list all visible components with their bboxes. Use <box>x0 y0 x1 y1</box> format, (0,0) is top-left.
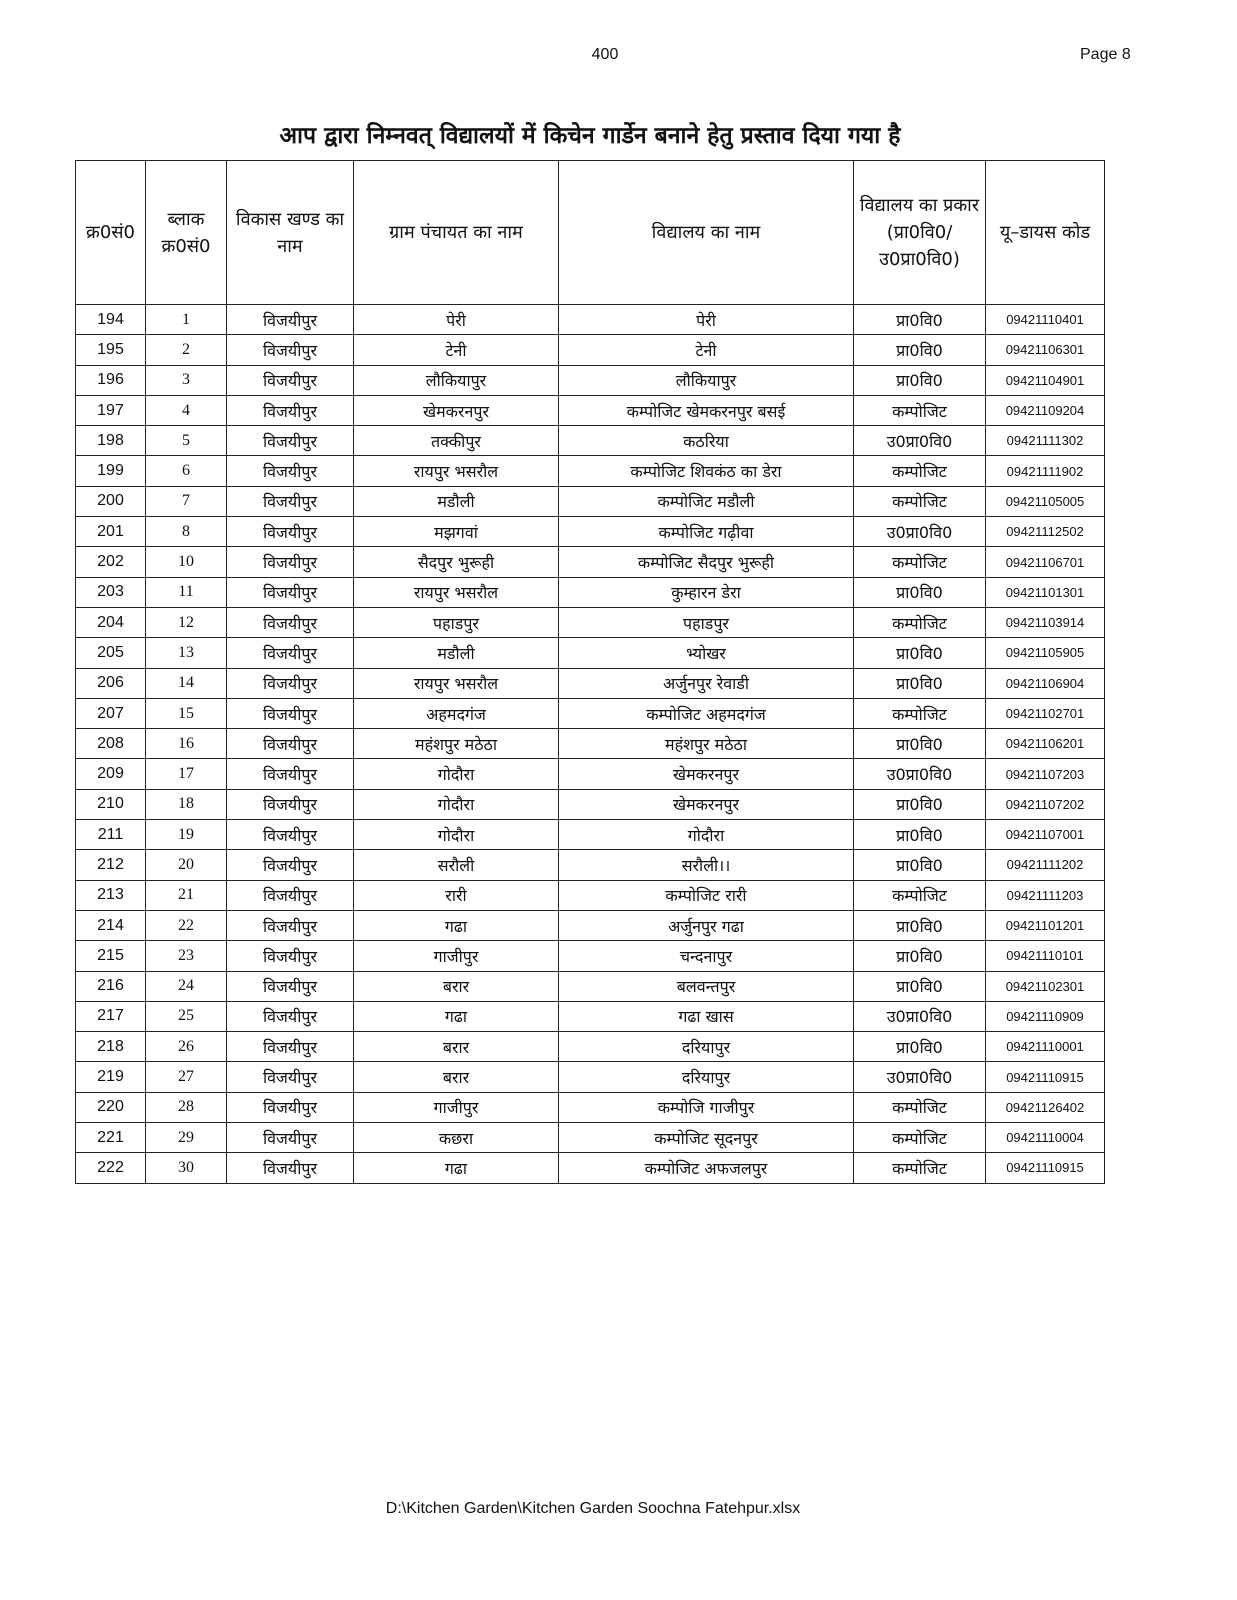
table-row <box>76 820 1105 850</box>
school-name-cell: महंशपुर मठेठा <box>559 729 854 759</box>
udise-code-cell: 09421106201 <box>986 729 1105 759</box>
block-serial-number-cell: 10 <box>146 547 227 577</box>
header-school-name: विद्यालय का नाम <box>559 161 854 305</box>
development-block-cell: विजयीपुर <box>227 607 354 637</box>
gram-panchayat-cell: पेरी <box>354 305 559 335</box>
school-name-cell: कम्पोजिट शिवकंठ का डेरा <box>559 456 854 486</box>
block-serial-number-cell: 11 <box>146 577 227 607</box>
table-row <box>76 607 1105 637</box>
school-name-cell: गोदौरा <box>559 820 854 850</box>
block-serial-number-cell: 25 <box>146 1001 227 1031</box>
table-row <box>76 395 1105 425</box>
udise-code-cell: 09421103914 <box>986 607 1105 637</box>
school-name-cell: कम्पोजिट गढ़ीवा <box>559 517 854 547</box>
serial-number-cell: 216 <box>76 971 146 1001</box>
header-development-block: विकास खण्ड का नाम <box>227 161 354 305</box>
gram-panchayat-cell: गोदौरा <box>354 759 559 789</box>
block-serial-number-cell: 22 <box>146 910 227 940</box>
block-serial-number-cell: 14 <box>146 668 227 698</box>
serial-number-cell: 198 <box>76 426 146 456</box>
udise-code-cell: 09421126402 <box>986 1092 1105 1122</box>
development-block-cell: विजयीपुर <box>227 820 354 850</box>
gram-panchayat-cell: खेमकरनपुर <box>354 395 559 425</box>
development-block-cell: विजयीपुर <box>227 850 354 880</box>
gram-panchayat-cell: गढा <box>354 910 559 940</box>
gram-panchayat-cell: बरार <box>354 971 559 1001</box>
udise-code-cell: 09421102301 <box>986 971 1105 1001</box>
block-serial-number-cell: 12 <box>146 607 227 637</box>
development-block-cell: विजयीपुर <box>227 426 354 456</box>
school-name-cell: अर्जुनपुर रेवाडी <box>559 668 854 698</box>
school-type-cell: कम्पोजिट <box>854 607 986 637</box>
serial-number-cell: 197 <box>76 395 146 425</box>
development-block-cell: विजयीपुर <box>227 1001 354 1031</box>
school-type-cell: उ0प्रा0वि0 <box>854 426 986 456</box>
udise-code-cell: 09421101301 <box>986 577 1105 607</box>
school-name-cell: खेमकरनपुर <box>559 789 854 819</box>
table-row <box>76 941 1105 971</box>
school-name-cell: कम्पोजिट मडौली <box>559 486 854 516</box>
serial-number-cell: 212 <box>76 850 146 880</box>
gram-panchayat-cell: गोदौरा <box>354 820 559 850</box>
gram-panchayat-cell: कछरा <box>354 1123 559 1153</box>
school-type-cell: प्रा0वि0 <box>854 971 986 1001</box>
development-block-cell: विजयीपुर <box>227 1032 354 1062</box>
school-type-cell: कम्पोजिट <box>854 1092 986 1122</box>
table-row <box>76 1062 1105 1092</box>
school-name-cell: अर्जुनपुर गढा <box>559 910 854 940</box>
block-serial-number-cell: 23 <box>146 941 227 971</box>
block-serial-number-cell: 20 <box>146 850 227 880</box>
table-row <box>76 1123 1105 1153</box>
school-name-cell: सरौली।। <box>559 850 854 880</box>
development-block-cell: विजयीपुर <box>227 668 354 698</box>
udise-code-cell: 09421111202 <box>986 850 1105 880</box>
school-name-cell: कुम्हारन डेरा <box>559 577 854 607</box>
table-row <box>76 1032 1105 1062</box>
school-name-cell: पेरी <box>559 305 854 335</box>
school-type-cell: प्रा0वि0 <box>854 335 986 365</box>
gram-panchayat-cell: मडौली <box>354 486 559 516</box>
table-body <box>76 305 1105 1184</box>
udise-code-cell: 09421105905 <box>986 638 1105 668</box>
udise-code-cell: 09421109204 <box>986 395 1105 425</box>
block-serial-number-cell: 1 <box>146 305 227 335</box>
development-block-cell: विजयीपुर <box>227 698 354 728</box>
school-name-cell: दरियापुर <box>559 1062 854 1092</box>
development-block-cell: विजयीपुर <box>227 486 354 516</box>
udise-code-cell: 09421104901 <box>986 365 1105 395</box>
gram-panchayat-cell: सरौली <box>354 850 559 880</box>
gram-panchayat-cell: पहाडपुर <box>354 607 559 637</box>
school-type-cell: कम्पोजिट <box>854 486 986 516</box>
development-block-cell: विजयीपुर <box>227 365 354 395</box>
table-row <box>76 729 1105 759</box>
school-name-cell: बलवन्तपुर <box>559 971 854 1001</box>
gram-panchayat-cell: गाजीपुर <box>354 941 559 971</box>
serial-number-cell: 220 <box>76 1092 146 1122</box>
development-block-cell: विजयीपुर <box>227 547 354 577</box>
serial-number-cell: 215 <box>76 941 146 971</box>
gram-panchayat-cell: बरार <box>354 1032 559 1062</box>
development-block-cell: विजयीपुर <box>227 577 354 607</box>
gram-panchayat-cell: महंशपुर मठेठा <box>354 729 559 759</box>
block-serial-number-cell: 5 <box>146 426 227 456</box>
table-header-row <box>76 161 1105 305</box>
table-row <box>76 880 1105 910</box>
serial-number-cell: 194 <box>76 305 146 335</box>
school-name-cell: कठरिया <box>559 426 854 456</box>
development-block-cell: विजयीपुर <box>227 759 354 789</box>
udise-code-cell: 09421107001 <box>986 820 1105 850</box>
udise-code-cell: 09421110909 <box>986 1001 1105 1031</box>
serial-number-cell: 208 <box>76 729 146 759</box>
table-row <box>76 1092 1105 1122</box>
development-block-cell: विजयीपुर <box>227 729 354 759</box>
school-type-cell: प्रा0वि0 <box>854 910 986 940</box>
serial-number-cell: 203 <box>76 577 146 607</box>
development-block-cell: विजयीपुर <box>227 517 354 547</box>
gram-panchayat-cell: रारी <box>354 880 559 910</box>
udise-code-cell: 09421106301 <box>986 335 1105 365</box>
block-serial-number-cell: 29 <box>146 1123 227 1153</box>
school-name-cell: कम्पोजि गाजीपुर <box>559 1092 854 1122</box>
serial-number-cell: 207 <box>76 698 146 728</box>
block-serial-number-cell: 18 <box>146 789 227 819</box>
school-type-cell: प्रा0वि0 <box>854 638 986 668</box>
school-name-cell: खेमकरनपुर <box>559 759 854 789</box>
block-serial-number-cell: 30 <box>146 1153 227 1183</box>
school-type-cell: उ0प्रा0वि0 <box>854 1062 986 1092</box>
serial-number-cell: 221 <box>76 1123 146 1153</box>
gram-panchayat-cell: गोदौरा <box>354 789 559 819</box>
serial-number-cell: 217 <box>76 1001 146 1031</box>
development-block-cell: विजयीपुर <box>227 880 354 910</box>
serial-number-cell: 205 <box>76 638 146 668</box>
gram-panchayat-cell: गढा <box>354 1153 559 1183</box>
table-row <box>76 456 1105 486</box>
school-name-cell: कम्पोजिट अफजलपुर <box>559 1153 854 1183</box>
table-row <box>76 971 1105 1001</box>
table-row <box>76 698 1105 728</box>
table-row <box>76 759 1105 789</box>
block-serial-number-cell: 13 <box>146 638 227 668</box>
table-row <box>76 789 1105 819</box>
school-type-cell: प्रा0वि0 <box>854 577 986 607</box>
udise-code-cell: 09421107202 <box>986 789 1105 819</box>
school-type-cell: उ0प्रा0वि0 <box>854 1001 986 1031</box>
school-type-cell: कम्पोजिट <box>854 456 986 486</box>
udise-code-cell: 09421106701 <box>986 547 1105 577</box>
udise-code-cell: 09421102701 <box>986 698 1105 728</box>
serial-number-cell: 211 <box>76 820 146 850</box>
udise-code-cell: 09421105005 <box>986 486 1105 516</box>
table-row <box>76 668 1105 698</box>
school-type-cell: कम्पोजिट <box>854 880 986 910</box>
school-name-cell: कम्पोजिट सैदपुर भुरूही <box>559 547 854 577</box>
gram-panchayat-cell: लौकियापुर <box>354 365 559 395</box>
gram-panchayat-cell: मझगवां <box>354 517 559 547</box>
school-type-cell: प्रा0वि0 <box>854 850 986 880</box>
school-name-cell: चन्दनापुर <box>559 941 854 971</box>
udise-code-cell: 09421110915 <box>986 1153 1105 1183</box>
school-type-cell: कम्पोजिट <box>854 1123 986 1153</box>
gram-panchayat-cell: रायपुर भसरौल <box>354 668 559 698</box>
file-path-footer: D:\Kitchen Garden\Kitchen Garden Soochna Fatehpur.xlsx <box>385 1500 801 1517</box>
school-name-cell: पहाडपुर <box>559 607 854 637</box>
serial-number-cell: 201 <box>76 517 146 547</box>
block-serial-number-cell: 27 <box>146 1062 227 1092</box>
serial-number-cell: 218 <box>76 1032 146 1062</box>
development-block-cell: विजयीपुर <box>227 789 354 819</box>
gram-panchayat-cell: मडौली <box>354 638 559 668</box>
development-block-cell: विजयीपुर <box>227 971 354 1001</box>
school-type-cell: प्रा0वि0 <box>854 789 986 819</box>
school-name-cell: कम्पोजिट सूदनपुर <box>559 1123 854 1153</box>
udise-code-cell: 09421110001 <box>986 1032 1105 1062</box>
table-row <box>76 335 1105 365</box>
table-row <box>76 426 1105 456</box>
school-name-cell: दरियापुर <box>559 1032 854 1062</box>
development-block-cell: विजयीपुर <box>227 638 354 668</box>
table-row <box>76 547 1105 577</box>
udise-code-cell: 09421110004 <box>986 1123 1105 1153</box>
block-serial-number-cell: 26 <box>146 1032 227 1062</box>
school-name-cell: भ्योखर <box>559 638 854 668</box>
school-type-cell: प्रा0वि0 <box>854 729 986 759</box>
school-type-cell: कम्पोजिट <box>854 698 986 728</box>
serial-number-cell: 213 <box>76 880 146 910</box>
school-type-cell: प्रा0वि0 <box>854 820 986 850</box>
udise-code-cell: 09421101201 <box>986 910 1105 940</box>
table-row <box>76 517 1105 547</box>
serial-number-cell: 209 <box>76 759 146 789</box>
block-serial-number-cell: 19 <box>146 820 227 850</box>
gram-panchayat-cell: बरार <box>354 1062 559 1092</box>
development-block-cell: विजयीपुर <box>227 1062 354 1092</box>
block-serial-number-cell: 7 <box>146 486 227 516</box>
table-row <box>76 1153 1105 1183</box>
header-school-type: विद्यालय का प्रकार (प्रा0वि0/उ0प्रा0वि0) <box>854 161 986 305</box>
serial-number-cell: 219 <box>76 1062 146 1092</box>
serial-number-cell: 210 <box>76 789 146 819</box>
school-name-cell: कम्पोजिट रारी <box>559 880 854 910</box>
serial-number-cell: 196 <box>76 365 146 395</box>
block-serial-number-cell: 15 <box>146 698 227 728</box>
school-type-cell: कम्पोजिट <box>854 1153 986 1183</box>
udise-code-cell: 09421107203 <box>986 759 1105 789</box>
serial-number-cell: 199 <box>76 456 146 486</box>
school-type-cell: प्रा0वि0 <box>854 305 986 335</box>
header-udise-code: यू–डायस कोड <box>986 161 1105 305</box>
development-block-cell: विजयीपुर <box>227 1123 354 1153</box>
gram-panchayat-cell: गढा <box>354 1001 559 1031</box>
school-type-cell: प्रा0वि0 <box>854 668 986 698</box>
school-type-cell: कम्पोजिट <box>854 395 986 425</box>
gram-panchayat-cell: टेनी <box>354 335 559 365</box>
development-block-cell: विजयीपुर <box>227 1153 354 1183</box>
school-name-cell: टेनी <box>559 335 854 365</box>
schools-table <box>75 160 1105 1184</box>
serial-number-cell: 200 <box>76 486 146 516</box>
block-serial-number-cell: 8 <box>146 517 227 547</box>
block-serial-number-cell: 21 <box>146 880 227 910</box>
gram-panchayat-cell: तक्कीपुर <box>354 426 559 456</box>
development-block-cell: विजयीपुर <box>227 305 354 335</box>
development-block-cell: विजयीपुर <box>227 1092 354 1122</box>
udise-code-cell: 09421111302 <box>986 426 1105 456</box>
serial-number-cell: 214 <box>76 910 146 940</box>
school-name-cell: कम्पोजिट खेमकरनपुर बसई <box>559 395 854 425</box>
school-type-cell: उ0प्रा0वि0 <box>854 517 986 547</box>
table-row <box>76 486 1105 516</box>
development-block-cell: विजयीपुर <box>227 335 354 365</box>
udise-code-cell: 09421106904 <box>986 668 1105 698</box>
school-name-cell: गढा खास <box>559 1001 854 1031</box>
gram-panchayat-cell: अहमदगंज <box>354 698 559 728</box>
gram-panchayat-cell: रायपुर भसरौल <box>354 456 559 486</box>
serial-number-cell: 206 <box>76 668 146 698</box>
table-row <box>76 638 1105 668</box>
school-type-cell: कम्पोजिट <box>854 547 986 577</box>
table-row <box>76 365 1105 395</box>
serial-number-cell: 222 <box>76 1153 146 1183</box>
table-row <box>76 1001 1105 1031</box>
school-type-cell: प्रा0वि0 <box>854 1032 986 1062</box>
header-gram-panchayat: ग्राम पंचायत का नाम <box>354 161 559 305</box>
school-type-cell: प्रा0वि0 <box>854 365 986 395</box>
school-name-cell: लौकियापुर <box>559 365 854 395</box>
page-label: Page 8 <box>1080 46 1131 63</box>
development-block-cell: विजयीपुर <box>227 910 354 940</box>
school-type-cell: प्रा0वि0 <box>854 941 986 971</box>
header-block-serial-number: ब्लाक क्र0सं0 <box>146 161 227 305</box>
serial-number-cell: 195 <box>76 335 146 365</box>
table-row <box>76 910 1105 940</box>
development-block-cell: विजयीपुर <box>227 941 354 971</box>
gram-panchayat-cell: रायपुर भसरौल <box>354 577 559 607</box>
school-name-cell: कम्पोजिट अहमदगंज <box>559 698 854 728</box>
udise-code-cell: 09421111902 <box>986 456 1105 486</box>
header-serial-number: क्र0सं0 <box>76 161 146 305</box>
udise-code-cell: 09421111203 <box>986 880 1105 910</box>
block-serial-number-cell: 4 <box>146 395 227 425</box>
table-row <box>76 850 1105 880</box>
table-row <box>76 577 1105 607</box>
udise-code-cell: 09421112502 <box>986 517 1105 547</box>
block-serial-number-cell: 2 <box>146 335 227 365</box>
udise-code-cell: 09421110101 <box>986 941 1105 971</box>
block-serial-number-cell: 6 <box>146 456 227 486</box>
udise-code-cell: 09421110401 <box>986 305 1105 335</box>
block-serial-number-cell: 17 <box>146 759 227 789</box>
serial-number-cell: 204 <box>76 607 146 637</box>
table-row <box>76 305 1105 335</box>
serial-number-cell: 202 <box>76 547 146 577</box>
gram-panchayat-cell: सैदपुर भुरूही <box>354 547 559 577</box>
gram-panchayat-cell: गाजीपुर <box>354 1092 559 1122</box>
page-number-top: 400 <box>591 46 619 63</box>
block-serial-number-cell: 24 <box>146 971 227 1001</box>
udise-code-cell: 09421110915 <box>986 1062 1105 1092</box>
block-serial-number-cell: 3 <box>146 365 227 395</box>
school-type-cell: उ0प्रा0वि0 <box>854 759 986 789</box>
block-serial-number-cell: 28 <box>146 1092 227 1122</box>
development-block-cell: विजयीपुर <box>227 456 354 486</box>
document-title: आप द्वारा निम्नवत् विद्यालयों में किचेन गार्डेन बनाने हेतु प्रस्ताव दिया गया है <box>279 123 901 149</box>
development-block-cell: विजयीपुर <box>227 395 354 425</box>
block-serial-number-cell: 16 <box>146 729 227 759</box>
